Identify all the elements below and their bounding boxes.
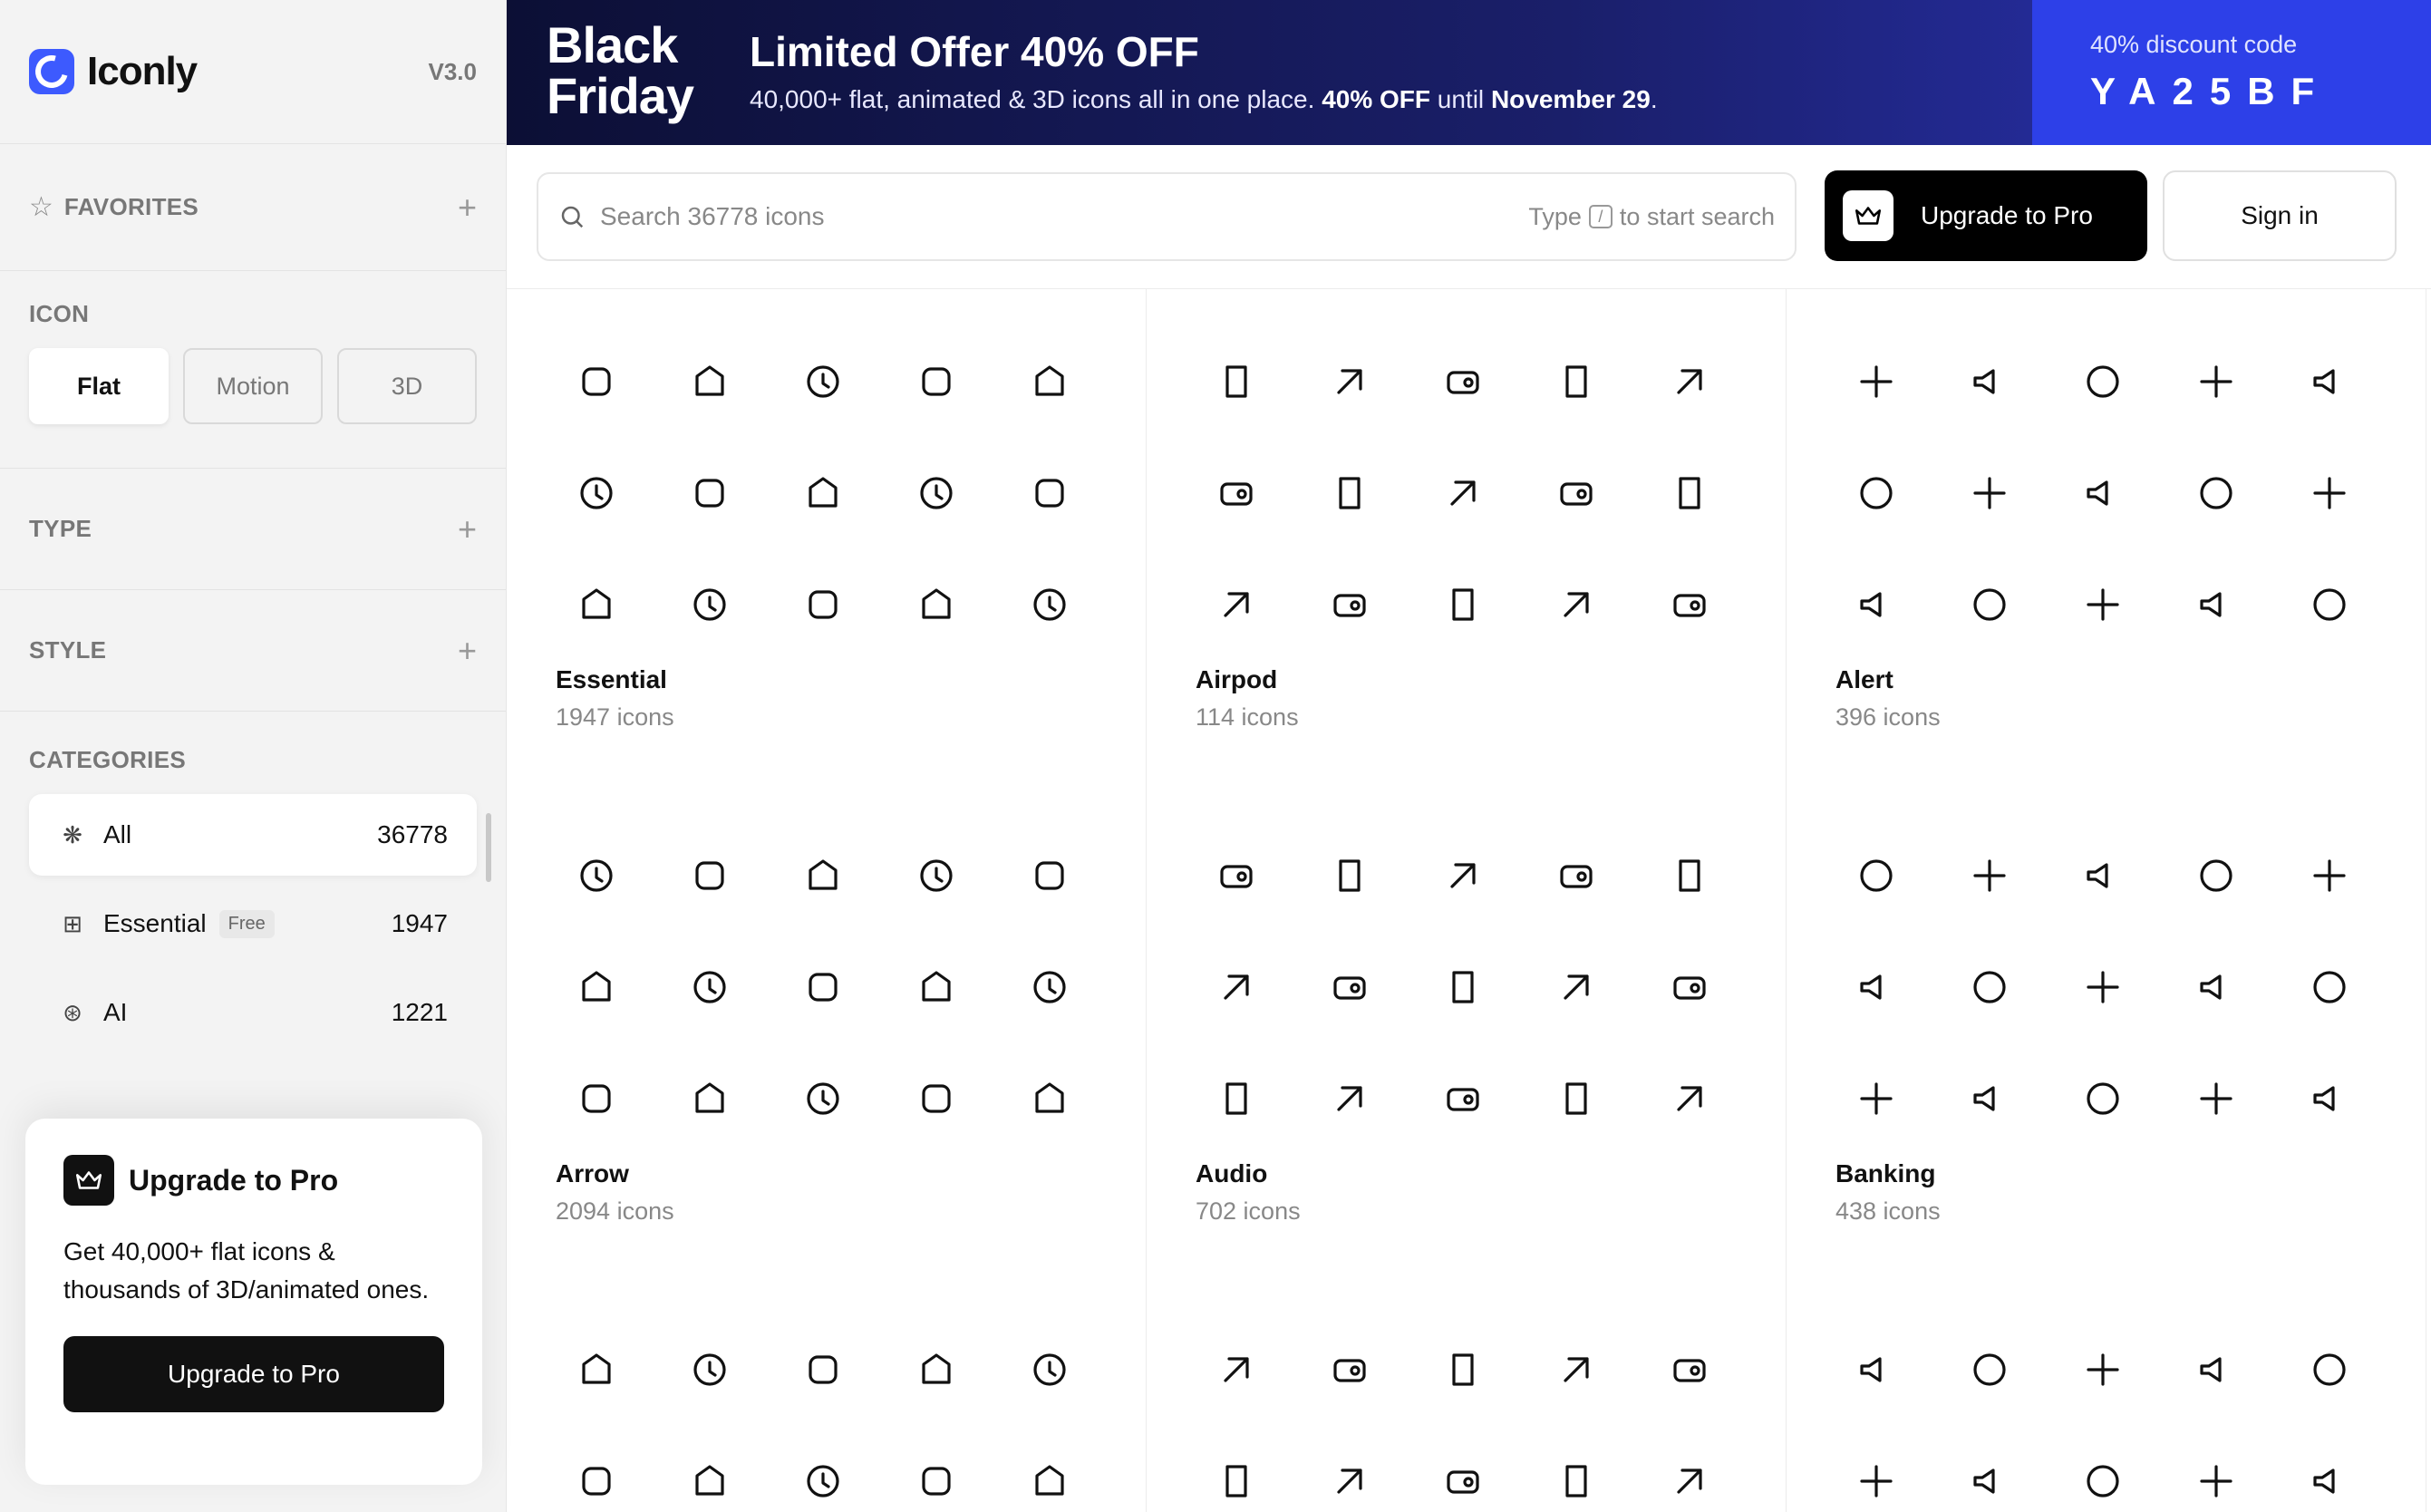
- preview-icon[interactable]: [539, 1042, 653, 1154]
- star-icon: ☆: [29, 192, 53, 222]
- preview-icon[interactable]: [993, 1425, 1106, 1512]
- preview-icon[interactable]: [1519, 1425, 1632, 1512]
- icon-set-card[interactable]: [507, 783, 1147, 1277]
- preview-icon[interactable]: [2272, 437, 2386, 548]
- preview-icon[interactable]: [993, 548, 1106, 660]
- version-label: V3.0: [428, 57, 477, 85]
- preview-icon[interactable]: [2159, 325, 2272, 437]
- all-icon: ❋: [63, 820, 82, 848]
- preview-icon[interactable]: [2272, 931, 2386, 1042]
- preview-icon[interactable]: [539, 1425, 653, 1512]
- preview-icon[interactable]: [1932, 1042, 2046, 1154]
- discount-code-label: 40% discount code: [2090, 31, 2298, 58]
- preview-icon[interactable]: [2046, 1042, 2159, 1154]
- hint-suffix: to start search: [1619, 202, 1775, 230]
- preview-icon[interactable]: [1179, 437, 1293, 548]
- preview-icon[interactable]: [1519, 325, 1632, 437]
- black-label: Black: [547, 16, 678, 73]
- preview-icon[interactable]: [1293, 1042, 1406, 1154]
- icon-set-name[interactable]: Essential: [556, 665, 667, 693]
- offer-until: until: [1437, 85, 1485, 113]
- preview-icon[interactable]: [1179, 819, 1293, 931]
- preview-icon[interactable]: [2046, 437, 2159, 548]
- preview-icon[interactable]: [1293, 437, 1406, 548]
- preview-icon[interactable]: [539, 931, 653, 1042]
- preview-icon[interactable]: [653, 1042, 766, 1154]
- preview-icon[interactable]: [993, 1042, 1106, 1154]
- preview-icon[interactable]: [993, 819, 1106, 931]
- preview-icon[interactable]: [2272, 325, 2386, 437]
- offer-date: November 29: [1490, 85, 1651, 113]
- preview-icon[interactable]: [539, 819, 653, 931]
- icon-preview-grid: [1179, 1313, 1746, 1512]
- offer-discount: 40% OFF: [1322, 85, 1430, 113]
- icon-set-card[interactable]: [1147, 783, 1787, 1277]
- preview-icon[interactable]: [2272, 548, 2386, 660]
- preview-icon[interactable]: [1632, 931, 1746, 1042]
- icon-set-card[interactable]: [1147, 289, 1787, 783]
- iconly-logo-icon[interactable]: [29, 49, 74, 94]
- preview-icon[interactable]: [2046, 1313, 2159, 1425]
- preview-icon[interactable]: [766, 1042, 879, 1154]
- slash-key-icon: /: [1589, 205, 1613, 228]
- icon-set-name[interactable]: Airpod: [1196, 665, 1278, 693]
- preview-icon[interactable]: [1293, 819, 1406, 931]
- icon-set-name[interactable]: Arrow: [556, 1159, 629, 1187]
- preview-icon[interactable]: [1819, 931, 1932, 1042]
- preview-icon[interactable]: [879, 437, 993, 548]
- offer-title: Limited Offer 40% OFF: [750, 28, 1199, 75]
- preview-icon[interactable]: [1632, 819, 1746, 931]
- category-label: Essential: [103, 909, 207, 937]
- brand: [0, 0, 506, 144]
- icon-set-name[interactable]: Audio: [1196, 1159, 1268, 1187]
- free-badge: Free: [219, 910, 275, 938]
- preview-icon[interactable]: [1632, 548, 1746, 660]
- preview-icon[interactable]: [1179, 931, 1293, 1042]
- preview-icon[interactable]: [2159, 1425, 2272, 1512]
- offer-text: 40,000+ flat, animated & 3D icons all in one place.: [750, 85, 1315, 113]
- preview-icon[interactable]: [993, 437, 1106, 548]
- type-title: TYPE: [29, 515, 92, 542]
- favorites-section[interactable]: [0, 144, 506, 271]
- crown-icon: [63, 1155, 114, 1206]
- preview-icon[interactable]: [766, 819, 879, 931]
- icon-section-title: ICON: [29, 300, 90, 327]
- plus-icon[interactable]: +: [457, 509, 477, 548]
- grid-icon: ⊞: [63, 909, 82, 937]
- preview-icon[interactable]: [1519, 819, 1632, 931]
- plus-icon[interactable]: +: [457, 188, 477, 226]
- preview-icon[interactable]: [2159, 1042, 2272, 1154]
- preview-icon[interactable]: [879, 1042, 993, 1154]
- discount-code[interactable]: YA25BF: [2090, 70, 2331, 112]
- preview-icon[interactable]: [653, 325, 766, 437]
- preview-icon[interactable]: [766, 931, 879, 1042]
- icon-set-grid: [507, 288, 2431, 1512]
- preview-icon[interactable]: [766, 437, 879, 548]
- category-count: 1947: [391, 909, 448, 937]
- preview-icon[interactable]: [653, 1425, 766, 1512]
- icon-set-name[interactable]: Alert: [1835, 665, 1893, 693]
- preview-icon[interactable]: [2046, 819, 2159, 931]
- upgrade-card: [25, 1119, 482, 1485]
- categories-title: CATEGORIES: [29, 746, 186, 773]
- offer-period: .: [1650, 85, 1658, 113]
- upgrade-card-text: Get 40,000+ flat icons & thousands of 3D/animated ones.: [63, 1237, 430, 1304]
- icon-preview-grid: [1179, 325, 1746, 660]
- preview-icon[interactable]: [653, 931, 766, 1042]
- categories-section: [0, 712, 506, 1061]
- icon-style-section: [0, 271, 506, 469]
- preview-icon[interactable]: [539, 325, 653, 437]
- preview-icon[interactable]: [879, 931, 993, 1042]
- preview-icon[interactable]: [1632, 1313, 1746, 1425]
- preview-icon[interactable]: [1406, 931, 1519, 1042]
- preview-icon[interactable]: [1293, 1313, 1406, 1425]
- preview-icon[interactable]: [2159, 1313, 2272, 1425]
- preview-icon[interactable]: [539, 548, 653, 660]
- sign-in-button[interactable]: Sign in: [2163, 170, 2397, 261]
- icon-set-card[interactable]: [507, 289, 1147, 783]
- sidebar-scrollbar[interactable]: [486, 813, 491, 882]
- preview-icon[interactable]: [2046, 325, 2159, 437]
- preview-icon[interactable]: [766, 1313, 879, 1425]
- style-title: STYLE: [29, 636, 107, 664]
- style-section[interactable]: [0, 590, 506, 712]
- preview-icon[interactable]: [1293, 1425, 1406, 1512]
- preview-icon[interactable]: [1406, 1425, 1519, 1512]
- preview-icon[interactable]: [2159, 819, 2272, 931]
- preview-icon[interactable]: [2046, 1425, 2159, 1512]
- preview-icon[interactable]: [879, 1313, 993, 1425]
- preview-icon[interactable]: [993, 1313, 1106, 1425]
- preview-icon[interactable]: [1406, 1313, 1519, 1425]
- preview-icon[interactable]: [879, 548, 993, 660]
- category-count: 36778: [377, 820, 448, 848]
- icon-preview-grid: [1179, 819, 1746, 1154]
- preview-icon[interactable]: [1179, 325, 1293, 437]
- category-item-ai[interactable]: [29, 972, 477, 1053]
- icon-preview-grid: [1819, 819, 2386, 1154]
- preview-icon[interactable]: [2046, 931, 2159, 1042]
- preview-icon[interactable]: [1932, 819, 2046, 931]
- preview-icon[interactable]: [2272, 1313, 2386, 1425]
- preview-icon[interactable]: [1293, 931, 1406, 1042]
- style-motion-button[interactable]: Motion: [183, 348, 323, 424]
- upgrade-card-header: [63, 1155, 444, 1206]
- category-count: 1221: [391, 998, 448, 1026]
- preview-icon[interactable]: [1632, 1042, 1746, 1154]
- preview-icon[interactable]: [1179, 1042, 1293, 1154]
- crown-icon: [1843, 190, 1893, 241]
- icon-preview-grid: [1819, 1313, 2386, 1512]
- preview-icon[interactable]: [1179, 1425, 1293, 1512]
- style-flat-button[interactable]: Flat: [29, 348, 169, 424]
- preview-icon[interactable]: [653, 548, 766, 660]
- preview-icon[interactable]: [766, 1425, 879, 1512]
- preview-icon[interactable]: [1406, 437, 1519, 548]
- preview-icon[interactable]: [1932, 548, 2046, 660]
- brand-name[interactable]: Iconly: [87, 49, 198, 93]
- icon-preview-grid: [539, 325, 1106, 660]
- upgrade-card-button[interactable]: Upgrade to Pro: [63, 1336, 444, 1412]
- preview-icon[interactable]: [1632, 1425, 1746, 1512]
- preview-icon[interactable]: [993, 931, 1106, 1042]
- preview-icon[interactable]: [2159, 548, 2272, 660]
- icon-set-count: 2094 icons: [556, 1197, 674, 1225]
- preview-icon[interactable]: [539, 437, 653, 548]
- search-hint: [1528, 203, 1775, 231]
- upgrade-button[interactable]: [1825, 170, 2147, 261]
- preview-icon[interactable]: [2272, 1425, 2386, 1512]
- preview-icon[interactable]: [1293, 548, 1406, 660]
- preview-icon[interactable]: [1932, 437, 2046, 548]
- preview-icon[interactable]: [2159, 437, 2272, 548]
- preview-icon[interactable]: [1179, 1313, 1293, 1425]
- icon-preview-grid: [539, 819, 1106, 1154]
- preview-icon[interactable]: [539, 1313, 653, 1425]
- preview-icon[interactable]: [1819, 819, 1932, 931]
- preview-icon[interactable]: [1819, 1042, 1932, 1154]
- preview-icon[interactable]: [1179, 548, 1293, 660]
- search-icon: [558, 203, 586, 230]
- icon-set-name[interactable]: Banking: [1835, 1159, 1936, 1187]
- preview-icon[interactable]: [1519, 931, 1632, 1042]
- preview-icon[interactable]: [1406, 548, 1519, 660]
- preview-icon[interactable]: [879, 1425, 993, 1512]
- preview-icon[interactable]: [1932, 1425, 2046, 1512]
- preview-icon[interactable]: [1932, 325, 2046, 437]
- preview-icon[interactable]: [1819, 437, 1932, 548]
- type-section[interactable]: [0, 469, 506, 590]
- icon-set-card[interactable]: [1787, 1277, 2426, 1512]
- icon-set-count: 702 icons: [1196, 1197, 1301, 1225]
- preview-icon[interactable]: [653, 1313, 766, 1425]
- icon-set-card[interactable]: [1147, 1277, 1787, 1512]
- search-bar[interactable]: [537, 172, 1797, 261]
- preview-icon[interactable]: [1519, 437, 1632, 548]
- preview-icon[interactable]: [1932, 1313, 2046, 1425]
- style-3d-button[interactable]: 3D: [337, 348, 477, 424]
- icon-set-card[interactable]: [507, 1277, 1147, 1512]
- preview-icon[interactable]: [1406, 325, 1519, 437]
- discount-code-box[interactable]: [2032, 0, 2431, 145]
- preview-icon[interactable]: [1819, 1313, 1932, 1425]
- preview-icon[interactable]: [2272, 1042, 2386, 1154]
- category-label: All: [103, 820, 132, 848]
- icon-preview-grid: [1819, 325, 2386, 660]
- category-item-essential[interactable]: [29, 883, 477, 964]
- upgrade-label: Upgrade to Pro: [1921, 201, 2093, 229]
- preview-icon[interactable]: [653, 819, 766, 931]
- preview-icon[interactable]: [993, 325, 1106, 437]
- promo-banner[interactable]: [507, 0, 2431, 145]
- preview-icon[interactable]: [879, 325, 993, 437]
- icon-set-count: 1947 icons: [556, 703, 674, 731]
- icon-set-card[interactable]: [1787, 289, 2426, 783]
- preview-icon[interactable]: [2046, 548, 2159, 660]
- preview-icon[interactable]: [1819, 1425, 1932, 1512]
- icon-set-count: 114 icons: [1196, 703, 1299, 731]
- category-item-all[interactable]: [29, 794, 477, 876]
- preview-icon[interactable]: [766, 325, 879, 437]
- preview-icon[interactable]: [1819, 325, 1932, 437]
- preview-icon[interactable]: [1519, 1313, 1632, 1425]
- preview-icon[interactable]: [1632, 325, 1746, 437]
- preview-icon[interactable]: [2272, 819, 2386, 931]
- preview-icon[interactable]: [1632, 437, 1746, 548]
- friday-label: Friday: [547, 67, 694, 124]
- preview-icon[interactable]: [1932, 931, 2046, 1042]
- preview-icon[interactable]: [653, 437, 766, 548]
- upgrade-card-title: Upgrade to Pro: [129, 1163, 339, 1197]
- search-input[interactable]: [600, 202, 1528, 231]
- plus-icon[interactable]: +: [457, 631, 477, 669]
- preview-icon[interactable]: [1519, 548, 1632, 660]
- favorites-title: FAVORITES: [63, 193, 199, 220]
- preview-icon[interactable]: [2159, 931, 2272, 1042]
- icon-style-toggle: [29, 348, 477, 424]
- category-label: AI: [103, 998, 128, 1026]
- icon-preview-grid: [539, 1313, 1106, 1512]
- preview-icon[interactable]: [1406, 819, 1519, 931]
- preview-icon[interactable]: [879, 819, 993, 931]
- preview-icon[interactable]: [1519, 1042, 1632, 1154]
- preview-icon[interactable]: [1819, 548, 1932, 660]
- hint-type: Type: [1528, 202, 1582, 230]
- preview-icon[interactable]: [1293, 325, 1406, 437]
- icon-set-count: 396 icons: [1835, 703, 1941, 731]
- sidebar: [0, 0, 507, 1512]
- offer-subtitle: [750, 85, 1658, 114]
- ai-icon: ⊛: [63, 998, 82, 1026]
- preview-icon[interactable]: [766, 548, 879, 660]
- preview-icon[interactable]: [1406, 1042, 1519, 1154]
- black-friday-label: [547, 16, 694, 124]
- icon-set-card[interactable]: [1787, 783, 2426, 1277]
- icon-set-count: 438 icons: [1835, 1197, 1941, 1225]
